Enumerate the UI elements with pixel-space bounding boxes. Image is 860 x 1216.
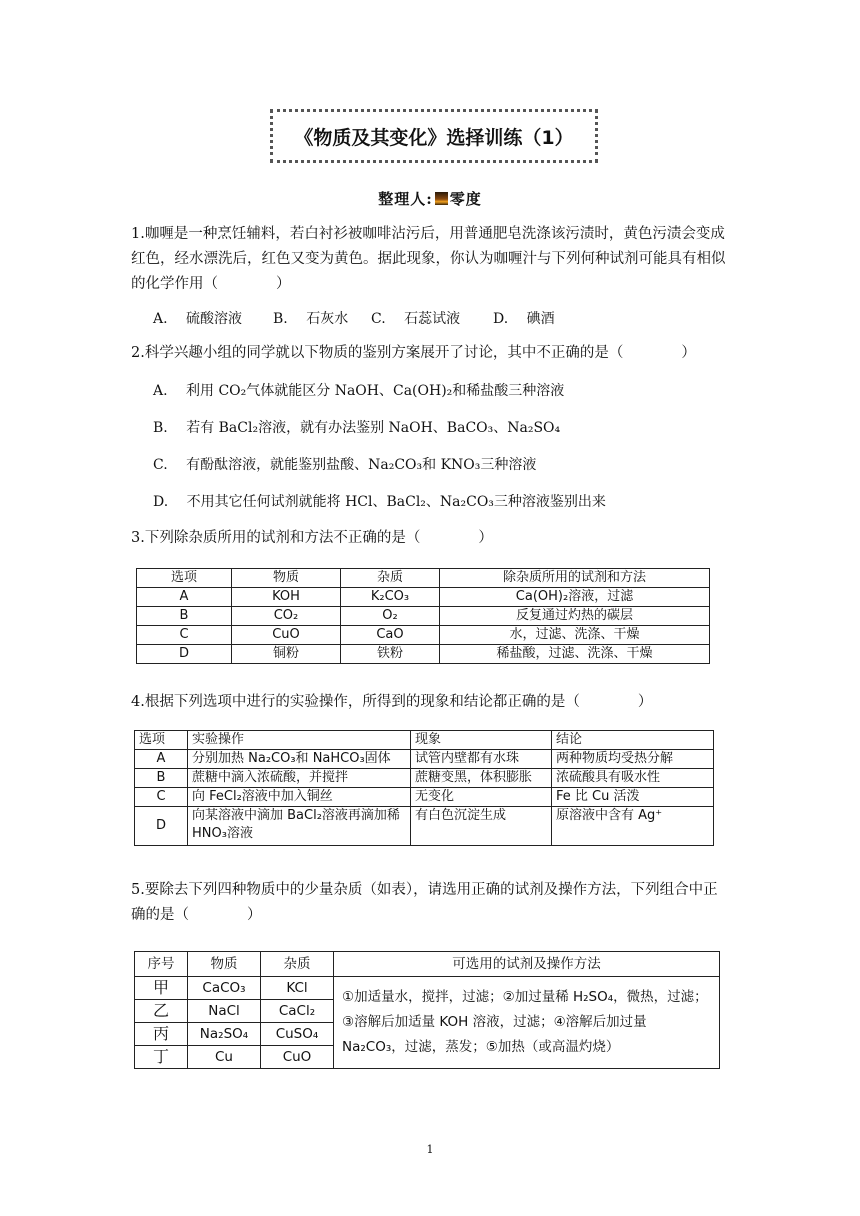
question-3: 3.下列除杂质所用的试剂和方法不正确的是（ ）: [131, 530, 493, 546]
question-2-option-b: B. 若有 BaCl₂溶液，就有办法鉴别 NaOH、BaCO₃、Na₂SO₄: [153, 420, 561, 436]
table-row: 甲 CaCO₃ KCl ①加适量水，搅拌，过滤；②加过量稀 H₂SO₄，微热，过滤；③溶解后加适量 KOH 溶液，过滤；④溶解后加过量 Na₂CO₃，过滤，蒸发；⑤加热（或高温灼烧）: [135, 977, 720, 1000]
question-5: 5.要除去下列四种物质中的少量杂质（如表），请选用正确的试剂及操作方法，下列组合中正确的是（ ）: [131, 882, 718, 923]
table-row: B CO₂ O₂ 反复通过灼热的碳层: [137, 607, 710, 626]
question-2-option-c: C. 有酚酞溶液，就能鉴别盐酸、Na₂CO₃和 KNO₃三种溶液: [153, 457, 537, 473]
question-4-table: [134, 730, 714, 846]
question-1: 1.咖喱是一种烹饪辅料，若白衬衫被咖啡沾污后，用普通肥皂洗涤该污渍时，黄色污渍会变成红色，经水漂洗后，红色又变为黄色。据此现象，你认为咖喱汁与下列何种试剂可能具有相似的化学作用（ ）: [131, 226, 726, 292]
table-row: C CuO CaO 水，过滤、洗涤、干燥: [137, 626, 710, 645]
organizer-line: 整理人: 零度: [378, 190, 482, 208]
document-title: 《物质及其变化》选择训练（1）: [270, 109, 598, 163]
table-row: D 向某溶液中滴加 BaCl₂溶液再滴加稀 HNO₃溶液 有白色沉淀生成 原溶液中含有 Ag⁺: [135, 807, 714, 846]
question-2-option-d: D. 不用其它任何试剂就能将 HCl、BaCl₂、Na₂CO₃三种溶液鉴别出来: [153, 494, 606, 510]
methods-cell: ①加适量水，搅拌，过滤；②加过量稀 H₂SO₄，微热，过滤；③溶解后加适量 KOH 溶液，过滤；④溶解后加过量 Na₂CO₃，过滤，蒸发；⑤加热（或高温灼烧）: [334, 977, 720, 1069]
table-row: 丁 Cu CuO: [135, 1046, 720, 1069]
table-row: 乙 NaCl CaCl₂: [135, 1000, 720, 1023]
question-4: 4.根据下列选项中进行的实验操作，所得到的现象和结论都正确的是（ ）: [131, 694, 653, 710]
option-c: C. 石蕊试液: [371, 311, 461, 327]
option-b: B. 石灰水: [273, 311, 349, 327]
table-header-row: 选项 物质 杂质 除杂质所用的试剂和方法: [137, 569, 710, 588]
question-5-table: [134, 951, 720, 1069]
option-d: D. 碘酒: [493, 311, 555, 327]
table-header-row: 选项 实验操作 现象 结论: [135, 731, 714, 750]
question-1-options: [153, 308, 555, 328]
table-row: C 向 FeCl₂溶液中加入铜丝 无变化 Fe 比 Cu 活泼: [135, 788, 714, 807]
table-header-row: 序号 物质 杂质 可选用的试剂及操作方法: [135, 952, 720, 977]
table-row: D 铜粉 铁粉 稀盐酸，过滤、洗涤、干燥: [137, 645, 710, 664]
table-row: 丙 Na₂SO₄ CuSO₄: [135, 1023, 720, 1046]
table-row: B 蔗糖中滴入浓硫酸，并搅拌 蔗糖变黑，体积膨胀 浓硫酸具有吸水性: [135, 769, 714, 788]
table-row: A KOH K₂CO₃ Ca(OH)₂溶液，过滤: [137, 588, 710, 607]
question-3-table: [136, 568, 710, 664]
question-2-option-a: A. 利用 CO₂气体就能区分 NaOH、Ca(OH)₂和稀盐酸三种溶液: [153, 383, 565, 399]
sunset-icon: [435, 192, 448, 205]
table-row: A 分别加热 Na₂CO₃和 NaHCO₃固体 试管内壁都有水珠 两种物质均受热分解: [135, 750, 714, 769]
question-2: 2.科学兴趣小组的同学就以下物质的鉴别方案展开了讨论，其中不正确的是（ ）: [131, 345, 696, 361]
page-number: 1: [426, 1143, 434, 1156]
option-a: A. 硫酸溶液: [153, 311, 243, 327]
